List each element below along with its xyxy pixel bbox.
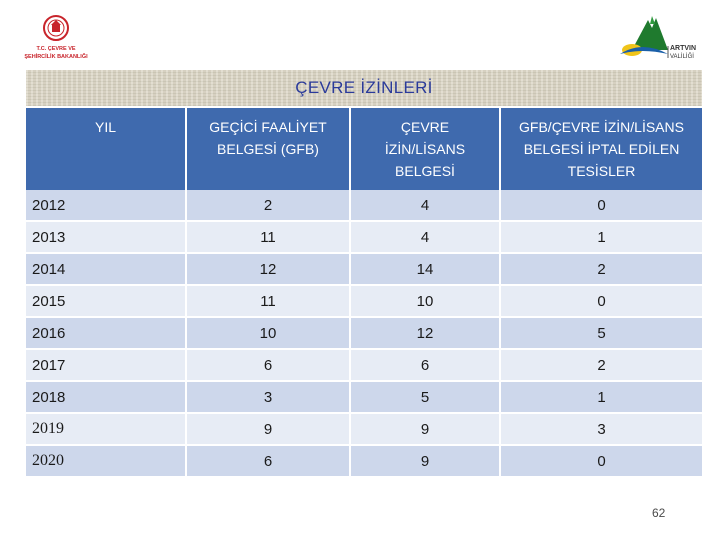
governorship-logo	[612, 10, 698, 62]
header-cancelled	[500, 108, 702, 190]
cell-permit: 4	[350, 190, 500, 221]
table-row	[26, 221, 702, 253]
header-permit-line2: İZİN/LİSANS	[384, 141, 466, 157]
table-row	[26, 413, 702, 445]
cell-permit: 10	[350, 285, 500, 317]
header-cancelled-line3: TESİSLER	[567, 163, 636, 179]
cell-year: 2014	[26, 253, 186, 285]
table-header-row	[26, 108, 702, 190]
table-row	[26, 190, 702, 221]
cell-gfb: 11	[186, 285, 350, 317]
ministry-logo-line1: T.C. ÇEVRE VE	[36, 46, 76, 52]
header-permit	[350, 108, 500, 190]
title-banner	[26, 70, 702, 106]
page-number: 62	[652, 506, 666, 520]
ministry-logo-line2: ŞEHİRCİLİK BAKANLIĞI	[24, 54, 88, 60]
cell-permit: 14	[350, 253, 500, 285]
cell-year: 2017	[26, 349, 186, 381]
ministry-logo	[20, 14, 92, 64]
cell-cancelled: 1	[500, 381, 702, 413]
header-year-line1: YIL	[94, 119, 116, 135]
cell-gfb: 9	[186, 413, 350, 445]
cell-gfb: 6	[186, 349, 350, 381]
cell-permit: 4	[350, 221, 500, 253]
cell-gfb: 12	[186, 253, 350, 285]
governorship-logo-line2: VALİLİĞİ	[670, 54, 694, 60]
cell-gfb: 3	[186, 381, 350, 413]
cell-permit: 6	[350, 349, 500, 381]
cell-cancelled: 2	[500, 253, 702, 285]
header-cancelled-line1: GFB/ÇEVRE İZİN/LİSANS	[519, 119, 684, 135]
artvin-landscape-icon	[612, 10, 698, 62]
cell-year: 2019	[26, 413, 186, 445]
header-year	[26, 108, 186, 190]
cell-cancelled: 0	[500, 285, 702, 317]
cell-gfb: 2	[186, 190, 350, 221]
cell-cancelled: 2	[500, 349, 702, 381]
header-permit-line3: BELGESİ	[395, 163, 455, 179]
cell-cancelled: 5	[500, 317, 702, 349]
cell-year: 2015	[26, 285, 186, 317]
cell-cancelled: 0	[500, 190, 702, 221]
cell-cancelled: 1	[500, 221, 702, 253]
header-cancelled-line2: BELGESİ İPTAL EDİLEN	[523, 141, 680, 157]
cell-year: 2018	[26, 381, 186, 413]
table-row	[26, 317, 702, 349]
cell-permit: 9	[350, 445, 500, 477]
cell-year: 2020	[26, 445, 186, 477]
cell-permit: 5	[350, 381, 500, 413]
cell-year: 2012	[26, 190, 186, 221]
header-gfb-line2: BELGESİ (GFB)	[217, 141, 319, 157]
cell-year: 2013	[26, 221, 186, 253]
cell-gfb: 11	[186, 221, 350, 253]
cell-cancelled: 0	[500, 445, 702, 477]
cell-year: 2016	[26, 317, 186, 349]
governorship-logo-line1: ARTVIN	[670, 45, 697, 52]
cell-gfb: 6	[186, 445, 350, 477]
table-row	[26, 381, 702, 413]
environmental-permits-table	[26, 108, 702, 478]
table-row	[26, 253, 702, 285]
ministry-emblem-icon	[20, 14, 92, 64]
header-gfb-line1: GEÇİCİ FAALİYET	[209, 119, 327, 135]
cell-permit: 9	[350, 413, 500, 445]
header-gfb	[186, 108, 350, 190]
table-row	[26, 285, 702, 317]
cell-gfb: 10	[186, 317, 350, 349]
cell-permit: 12	[350, 317, 500, 349]
table-row	[26, 445, 702, 477]
header-permit-line1: ÇEVRE	[400, 119, 450, 135]
page-title: ÇEVRE İZİNLERİ	[295, 78, 433, 97]
table-row	[26, 349, 702, 381]
cell-cancelled: 3	[500, 413, 702, 445]
